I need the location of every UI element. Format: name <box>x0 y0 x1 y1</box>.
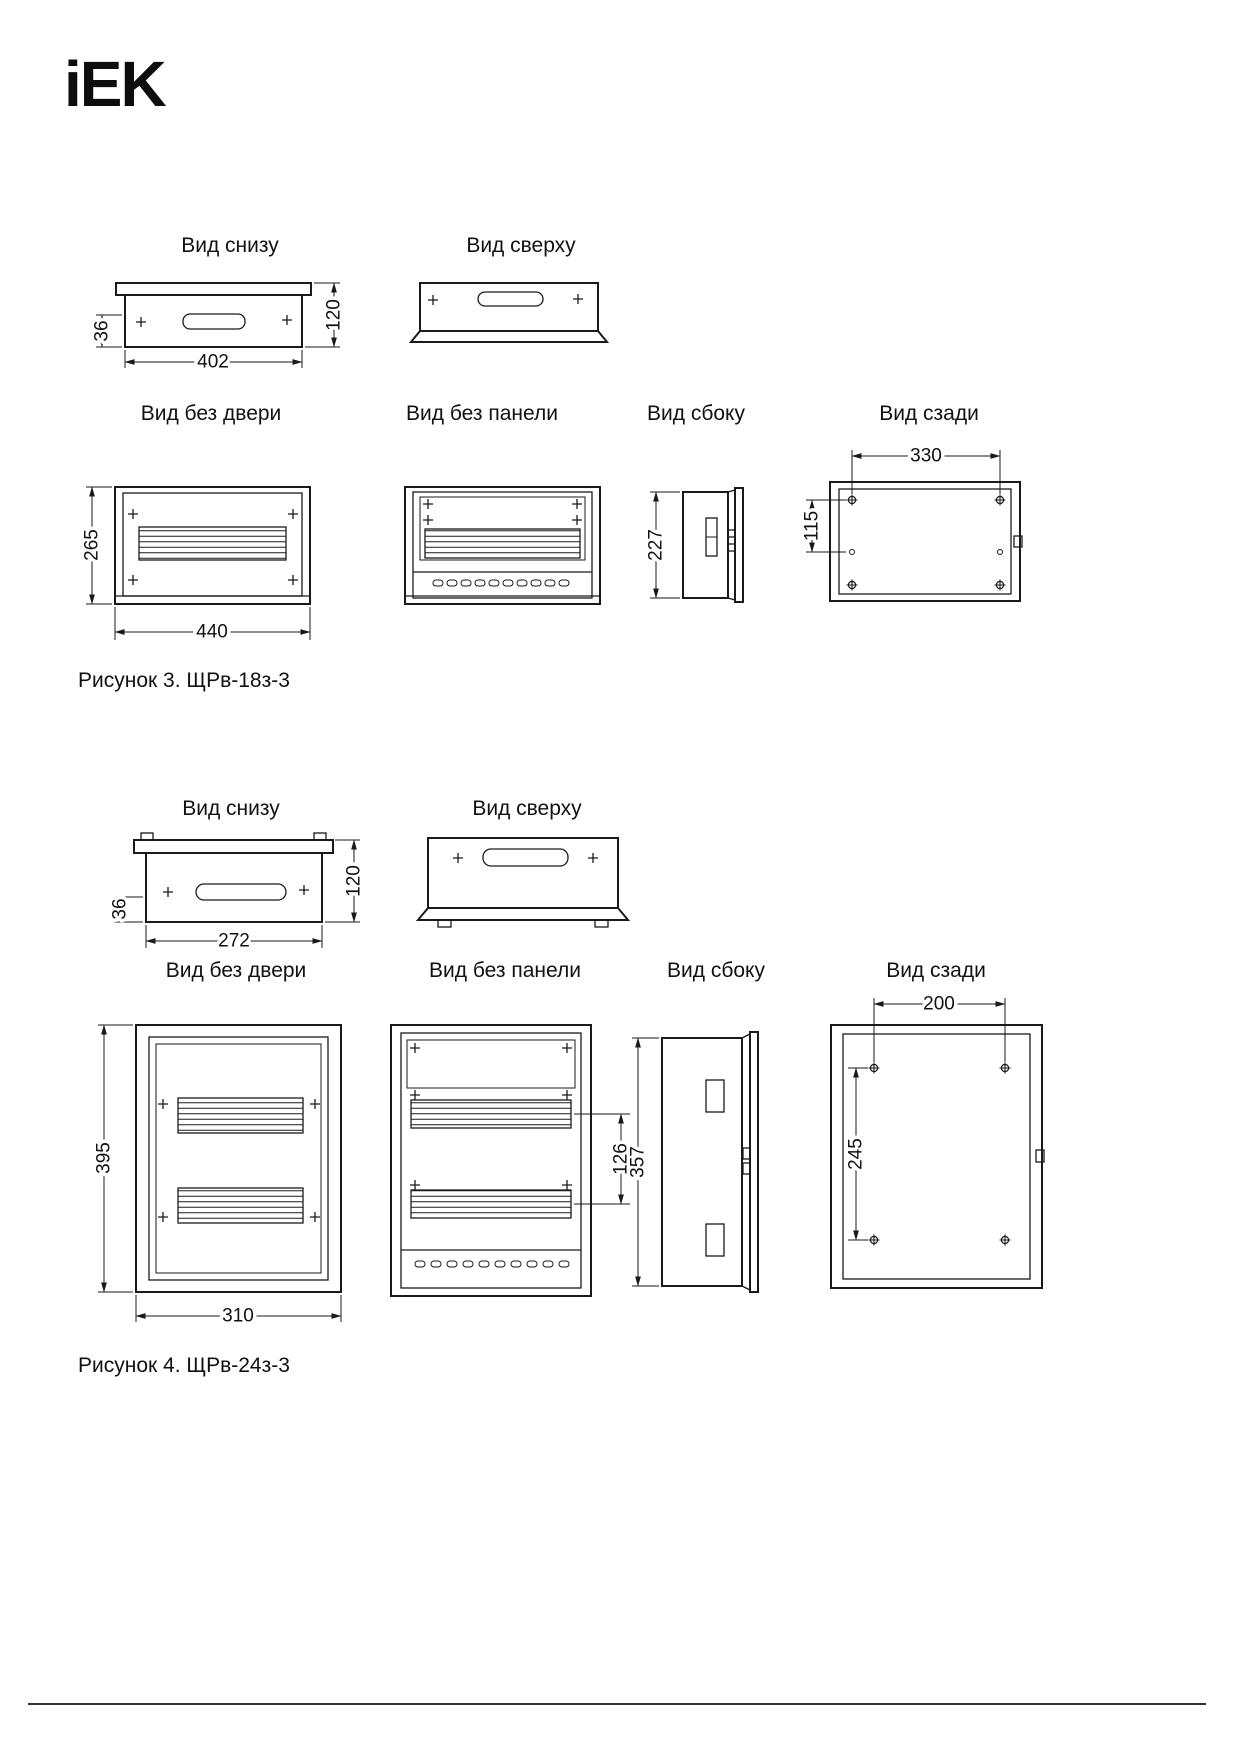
fig3-panel-view <box>405 487 600 604</box>
figure-4 <box>78 797 1044 1377</box>
fig4-bottom-view-label: Вид снизу <box>182 797 280 820</box>
fig3-rear-view-label: Вид сзади <box>879 402 979 425</box>
fig4-front-view <box>94 1025 342 1327</box>
fig3-rear-view <box>802 446 1023 602</box>
fig3-dim-front-height: 265 <box>81 529 103 561</box>
fig3-dim-side-height: 227 <box>645 529 667 561</box>
fig4-dim-mount-width: 200 <box>923 993 955 1015</box>
fig3-dim-flange-offset: 36 <box>91 320 113 342</box>
fig3-side-view-label: Вид сбоку <box>647 402 745 425</box>
fig4-front-view-label: Вид без двери <box>165 959 307 982</box>
fig4-dim-front-height: 395 <box>93 1142 115 1174</box>
fig4-side-view-label: Вид сбоку <box>667 959 765 982</box>
fig3-bottom-view-label: Вид снизу <box>181 234 279 257</box>
fig3-caption: Рисунок 3. ЩРв-18з-3 <box>78 669 290 692</box>
fig4-bottom-view <box>110 833 365 952</box>
fig3-panel-view-label: Вид без панели <box>406 402 558 425</box>
fig4-dim-front-width: 310 <box>222 1305 254 1327</box>
fig3-top-view <box>411 283 607 342</box>
fig4-side-view <box>628 1032 759 1292</box>
fig4-rear-view <box>831 994 1044 1289</box>
fig3-dim-depth: 120 <box>323 299 345 331</box>
iek-logo: iEK <box>64 48 165 120</box>
fig3-front-view <box>82 487 311 643</box>
fig4-dim-body-width: 272 <box>218 930 250 952</box>
fig3-front-view-label: Вид без двери <box>140 402 282 425</box>
fig3-dim-mount-width: 330 <box>910 445 942 467</box>
fig4-rear-view-label: Вид сзади <box>886 959 986 982</box>
fig3-dim-mount-height: 115 <box>801 510 823 542</box>
fig4-dim-flange-offset: 36 <box>109 898 131 920</box>
fig4-panel-view-label: Вид без панели <box>429 959 581 982</box>
fig3-side-view <box>646 488 744 602</box>
figure-3 <box>78 234 1022 692</box>
fig3-top-view-label: Вид сверху <box>466 234 576 257</box>
fig4-dim-side-height: 357 <box>627 1146 649 1178</box>
fig3-dim-front-width: 440 <box>196 621 228 643</box>
fig4-panel-view <box>391 1025 632 1296</box>
fig4-dim-mount-height: 245 <box>845 1138 867 1170</box>
fig4-top-view-label: Вид сверху <box>472 797 582 820</box>
fig3-bottom-view <box>92 283 345 373</box>
fig4-caption: Рисунок 4. ЩРв-24з-3 <box>78 1354 290 1377</box>
fig3-dim-body-width: 402 <box>197 351 229 373</box>
fig4-dim-depth: 120 <box>343 865 365 897</box>
fig4-dim-rail-spacing: 126 <box>610 1143 632 1175</box>
fig4-top-view <box>418 838 628 927</box>
